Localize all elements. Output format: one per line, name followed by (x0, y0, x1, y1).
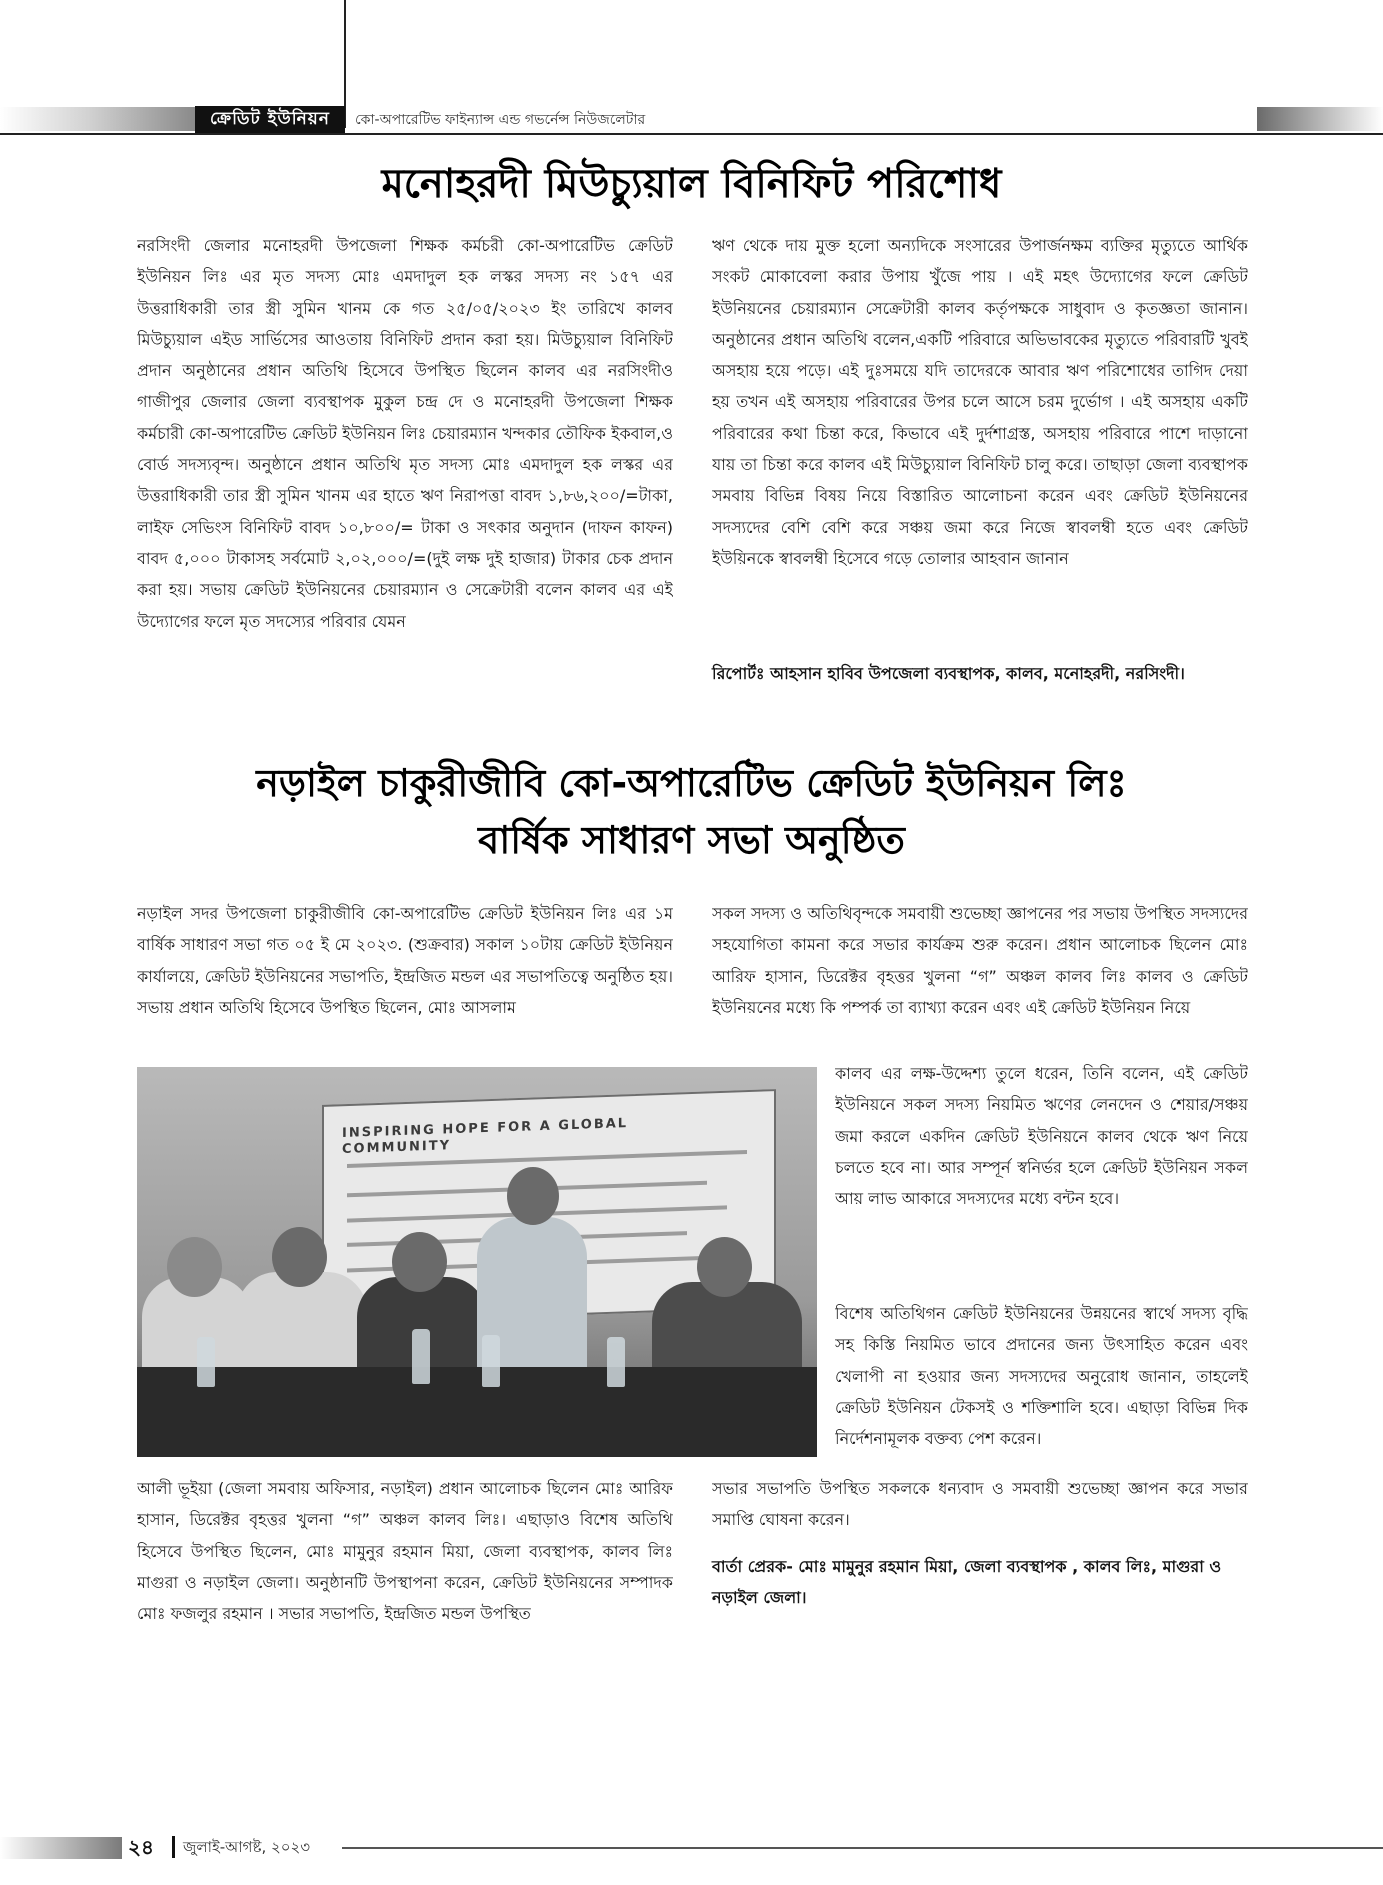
article1-byline: রিপোর্টঃ আহসান হাবিব উপজেলা ব্যবস্থাপক, কালব, মনোহরদী, নরসিংদী। (712, 664, 1185, 683)
water-bottle (197, 1337, 215, 1387)
article2-paragraph-right-p3: সভার সভাপতি উপস্থিত সকলকে ধন্যবাদ ও সমবায়ী শুভেচ্ছা জ্ঞাপন করে সভার সমাপ্তি ঘোষনা করেন। (712, 1479, 1248, 1530)
water-bottle (482, 1335, 500, 1387)
header-gradient-bar-right (1257, 107, 1383, 131)
article1-paragraph-right: ঋণ থেকে দায় মুক্ত হলো অন্যদিকে সংসারের উপার্জনক্ষম ব্যক্তির মৃত্যুতে আর্থিক সংকট মোকাবেলা করার উপায় খুঁজে পায় । এই মহৎ উদ্যোগের ফলে ক্রেডিট ইউনিয়নের চেয়ারম্যান সেক্রেটারী কালব কর্তৃপক্ষকে সাধুবাদ ও কৃতজ্ঞতা জানান। অনুষ্ঠানের প্রধান অতিথি বলেন,একটি পরিবারে অভিভাবকের মৃত্যুতে পরিবারটি খুবই অসহায় হয়ে পড়ে। এই দুঃসময়ে যদি তাদেরকে আবার ঋণ পরিশোধের তাগিদ দেয়া হয় তখন এই অসহায় পরিবারের উপর চলে আসে চরম দুর্ভোগ । এই অসহায় একটি পরিবারের কথা চিন্তা করে, কিভাবে এই দুর্দশাগ্রস্ত, অসহায় পরিবারে পাশে দাড়ানো যায় তা চিন্তা করে কালব এই মিউচ্যুয়াল বিনিফিট চালু করে। তাছাড়া জেলা ব্যবস্থাপক সমবায় বিভিন্ন বিষয় নিয়ে বিস্তারিত আলোচনা করেন এবং ক্রেডিট ইউনিয়নের সদস্যদের বেশি বেশি করে সঞ্চয় জমা করে নিজে স্বাবলম্বী হতে এবং ক্রেডিট ইউয়িনকে স্বাবলম্বী হিসেবে গড়ে তোলার আহবান জানান (712, 236, 1248, 568)
article2-paragraph-right-top: সকল সদস্য ও অতিথিবৃন্দকে সমবায়ী শুভেচ্ছা জ্ঞাপনের পর সভায় উপস্থিত সদস্যদের সহযোগিতা কামনা করে সভার কার্যক্রম শুরু করেন। প্রধান আলোচক ছিলেন মোঃ আরিফ হাসান, ডিরেক্টর বৃহত্তর খুলনা “গ” অঞ্চল কালব লিঃ কালব ও ক্রেডিট ইউনিয়নের মধ্যে কি পম্পর্ক তা ব্যাখ্যা করেন এবং এই ক্রেডিট ইউনিয়ন নিয়ে (712, 904, 1248, 1017)
article2-column-left-bottom (137, 1473, 673, 1693)
photo-banner-text: INSPIRING HOPE FOR A GLOBAL COMMUNITY (342, 1115, 629, 1157)
article2-paragraph-left-bottom: আলী ভূইয়া (জেলা সমবায় অফিসার, নড়াইল) প্রধান আলোচক ছিলেন মোঃ আরিফ হাসান, ডিরেক্টর বৃহত্তর খুলনা “গ” অঞ্চল কালব লিঃ। এছাড়াও বিশেষ অতিথি হিসেবে উপস্থিত ছিলেন, মোঃ মামুনুর রহমান মিয়া, জেলা ব্যবস্থাপক, কালব লিঃ মাগুরা ও নড়াইল জেলা। অনুষ্ঠানটি উপস্থাপনা করেন, ক্রেডিট ইউনিয়নের সম্পাদক মোঃ ফজলুর রহমান । সভার সভাপতি, ইন্দ্রজিত মন্ডল উপস্থিত (137, 1479, 673, 1624)
header-horizontal-rule (0, 133, 1383, 135)
page-number: ২৪ (128, 1835, 154, 1859)
article2-byline: বার্তা প্রেরক- মোঃ মামুনুর রহমান মিয়া, জেলা ব্যবস্থাপক , কালব লিঃ, মাগুরা ও নড়াইল জেলা। (712, 1557, 1222, 1607)
article2-column-right-wrap (835, 1058, 1248, 1288)
water-bottle (412, 1329, 430, 1384)
article1-headline: মনোহরদী মিউচ্যুয়াল বিনিফিট পরিশোধ (381, 161, 1002, 207)
article2-paragraph-right-p2: বিশেষ অতিথিগন ক্রেডিট ইউনিয়নের উন্নয়নের স্বার্থে সদস্য বৃদ্ধি সহ কিস্তি নিয়মিত ভাবে প্রদানের জন্য উৎসাহিত করেন এবং খেলাপী না হওয়ার জন্য সদস্যদের অনুরোধ জানান, তাহলেই ক্রেডিট ইউনিয়ন টেকসই ও শক্তিশালি হবে। এছাড়া বিভিন্ন দিক নির্দেশনামূলক বক্তব্য পেশ করেন। (835, 1304, 1248, 1449)
attendee-head (697, 1237, 752, 1297)
article2-column-right-p2 (835, 1298, 1248, 1468)
attendee-head (272, 1227, 327, 1287)
newsletter-title: কো-অপারেটিভ ফাইন্যান্স এন্ড গভর্নেন্স নিউজলেটার (355, 112, 646, 128)
article2-paragraph-right-wrap: কালব এর লক্ষ-উদ্দেশ্য তুলে ধরেন, তিনি বলেন, এই ক্রেডিট ইউনিয়নে সকল সদস্য নিয়মিত ঋণের লেনদেন ও শেয়ার/সঞ্চয় জমা করলে একদিন ক্রেডিট ইউনিয়নে কালব থেকে ঋণ নিয়ে চলতে হবে না। আর সম্পূর্ন স্বনির্ভর হলে ক্রেডিট ইউনিয়ন সকল আয় লাভ আকারে সদস্যদের মধ্যে বন্টন হবে। (835, 1064, 1248, 1209)
article2-column-right-top (712, 898, 1248, 1058)
header-gradient-bar-left (0, 107, 195, 131)
attendee-head (392, 1232, 447, 1292)
article1-column-right (712, 230, 1248, 660)
article2-headline-line1: নড়াইল চাকুরীজীবি কো-অপারেটিভ ক্রেডিট ইউনিয়ন লিঃ (256, 761, 1127, 805)
footer-rule (342, 1847, 1383, 1849)
article1-paragraph-left: নরসিংদী জেলার মনোহরদী উপজেলা শিক্ষক কর্মচরী কো-অপারেটিভ ক্রেডিট ইউনিয়ন লিঃ এর মৃত সদস্য মোঃ এমদাদুল হক লস্কর সদস্য নং ১৫৭ এর উত্তরাধিকারী তার স্ত্রী সুমিন খানম কে গত ২৫/০৫/২০২৩ ইং তারিখে কালব মিউচ্যুয়াল এইড সার্ভিসের আওতায় বিনিফিট প্রদান করা হয়। মিউচ্যুয়াল বিনিফিট প্রদান অনুষ্ঠানের প্রধান অতিথি হিসেবে উপস্থিত ছিলেন কালব এর নরসিংদীও গাজীপুর জেলার জেলা ব্যবস্থাপক মুকুল চন্দ্র দে ও মনোহরদী উপজেলা শিক্ষক কর্মচারী কো-অপারেটিভ ক্রেডিট ইউনিয়ন লিঃ চেয়ারম্যান খন্দকার তৌফিক ইকবাল,ও বোর্ড সদস্যবৃন্দ। অনুষ্ঠানে প্রধান অতিথি মৃত সদস্য মোঃ এমদাদুল হক লস্কর এর উত্তরাধিকারী তার স্ত্রী সুমিন খানম এর হাতে ঋণ নিরাপত্তা বাবদ ১,৮৬,২০০/=টাকা, লাইফ সেভিংস বিনিফিট বাবদ ১০,৮০০/= টাকা ও সৎকার অনুদান (দাফন কাফন) বাবদ ৫,০০০ টাকাসহ সর্বমোট ২,০২,০০০/=(দুই লক্ষ দুই হাজার) টাকার চেক প্রদান করা হয়। সভায় ক্রেডিট ইউনিয়নের চেয়ারম্যান ও সেক্রেটারী বলেন কালব এর এই উদ্যোগের ফলে মৃত সদস্যের পরিবার যেমন (137, 236, 673, 631)
article2-column-left-top (137, 898, 673, 1058)
article2-headline-line2: বার্ষিক সাধারণ সভা অনুষ্ঠিত (478, 818, 905, 862)
article2-column-right-p3 (712, 1473, 1248, 1541)
footer-separator (172, 1836, 175, 1858)
water-bottle (607, 1337, 625, 1387)
article1-column-left (137, 230, 673, 730)
article2-paragraph-left-top: নড়াইল সদর উপজেলা চাকুরীজীবি কো-অপারেটিভ ক্রেডিট ইউনিয়ন লিঃ এর ১ম বার্ষিক সাধারণ সভা গত ০৫ ই মে ২০২৩. (শুক্রবার) সকাল ১০টায় ক্রেডিট ইউনিয়ন কার্যালয়ে, ক্রেডিট ইউনিয়নের সভাপতি, ইন্দ্রজিত মন্ডল এর সভাপতিত্বে অনুষ্ঠিত হয়। সভায় প্রধান অতিথি হিসেবে উপস্থিত ছিলেন, মোঃ আসলাম (137, 904, 673, 1017)
footer-gradient-bar (0, 1837, 122, 1859)
meeting-photo (137, 1067, 817, 1457)
issue-date: জুলাই-আগষ্ট, ২০২৩ (183, 1838, 311, 1856)
speaker-head (507, 1167, 559, 1225)
attendee-head (167, 1237, 222, 1297)
publication-logo: ক্রেডিট ইউনিয়ন (195, 106, 345, 133)
photo-table (137, 1367, 817, 1457)
